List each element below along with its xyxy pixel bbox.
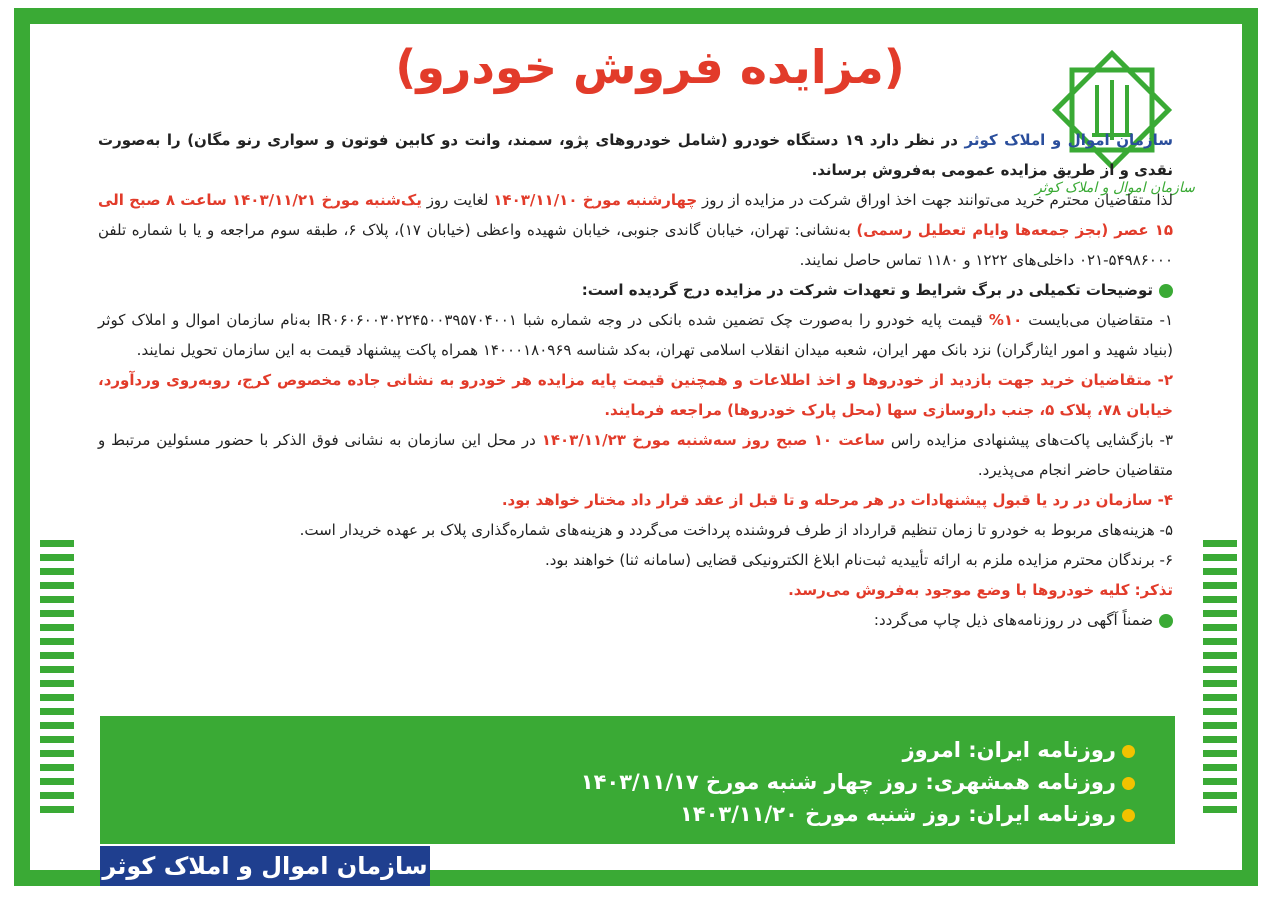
newspaper-item [100,734,1135,766]
right-stripes [1203,540,1237,820]
intro-paragraph [98,125,1173,185]
para1-text-a: لذا متقاضیان محترم خرید می‌توانند جهت اخذ اوراق شرکت در مزایده از روز [697,191,1173,209]
bullet-icon [1159,284,1173,298]
para1-address: به‌نشانی: تهران، خیابان گاندی جنوبی، خیابان شهیده واعظی (خیابان ۱۷)، پلاک ۶، طبقه سوم مراجعه و یا با شماره تلفن ۵۴۹۸۶۰۰۰-۰۲۱ داخلی‌های ۱۲۲۲ و ۱۱۸۰ تماس حاصل نمایند. [98,221,1173,269]
newspaper-text: روزنامه ایران: روز شنبه مورخ ۱۴۰۳/۱۱/۲۰ [679,802,1116,826]
newspapers-list [100,716,1175,830]
item3-text-a: ۳- بازگشایی پاکت‌های پیشنهادی مزایده راس [884,431,1173,449]
item-3 [98,425,1173,485]
newspaper-item [100,766,1135,798]
bullet-icon [1159,614,1173,628]
newspaper-text: روزنامه همشهری: روز چهار شنبه مورخ ۱۴۰۳/۱۱/۱۷ [580,770,1116,794]
newspapers-intro [98,605,1173,635]
item-6: ۶- برندگان محترم مزایده ملزم به ارائه تأییدیه ثبت‌نام ابلاغ الکترونیکی قضایی (سامانه ثنا) خواهند بود. [544,551,1173,569]
paragraph-1 [98,185,1173,275]
item-4: ۴- سازمان در رد یا قبول پیشنهادات در هر مرحله و تا قبل از عقد قرار داد مختار خواهد بود. [501,491,1173,509]
left-stripes [40,540,74,820]
item3-text-c: در محل این سازمان به نشانی فوق الذکر با حضور مسئولین مرتبط و متقاضیان حاضر انجام می‌پذیرد. [98,431,1173,479]
newspaper-item [100,798,1135,830]
newspapers-intro-text: ضمناً آگهی در روزنامه‌های ذیل چاپ می‌گردد: [873,611,1153,629]
newspapers-box [100,716,1175,844]
item1-text-a: ۱- متقاضیان می‌بایست [1022,311,1173,329]
bullet-icon [1122,777,1135,790]
bullet-icon [1122,745,1135,758]
footer-org-banner: سازمان اموال و املاک کوثر [100,846,430,886]
item1-text-c: قیمت پایه خودرو را به‌صورت چک تضمین شده بانکی در وجه شماره شبا IR۰۶۰۶۰۰۳۰۲۲۴۵۰۰۳۹۵۷۰۴۰۰۱ به‌نام سازمان اموال و املاک کوثر (بنیاد شهید و امور ایثارگران) نزد بانک مهر ایران، شعبه میدان انقلاب اسلامی تهران، به‌کد شناسه ۱۴۰۰۰۱۸۰۹۶۹ همراه پاکت پیشنهاد قیمت به این سازمان تحویل نمایند. [98,311,1173,359]
newspaper-text: روزنامه ایران: امروز [902,738,1116,762]
para1-date-start: چهارشنبه مورخ ۱۴۰۳/۱۱/۱۰ [493,191,698,209]
section-heading [98,275,1173,305]
item-5: ۵- هزینه‌های مربوط به خودرو تا زمان تنظیم قرارداد از طرف فروشنده پرداخت می‌گردد و هزینه‌های شماره‌گذاری پلاک بر عهده خریدار است. [299,521,1173,539]
intro-text: در نظر دارد ۱۹ دستگاه خودرو (شامل خودروهای پژو، سمند، وانت دو کابین فوتون و سواری رنو مگان) را به‌صورت نقدی و از طریق مزایده عمومی به‌فروش برساند. [98,131,1173,179]
ad-body [98,125,1173,635]
logo-caption: سازمان اموال و املاک کوثر [1035,180,1195,196]
section-heading-text: توضیحات تکمیلی در برگ شرایط و تعهدات شرکت در مزایده درج گردیده است: [581,281,1153,299]
item-1 [98,305,1173,365]
bullet-icon [1122,809,1135,822]
para1-text-c: لغایت روز [421,191,494,209]
org-name: سازمان اموال و املاک کوثر [964,131,1173,149]
item3-date: ساعت ۱۰ صبح روز سه‌شنبه مورخ ۱۴۰۳/۱۱/۲۳ [541,431,885,449]
note: تذکر: کلیه خودروها با وضع موجود به‌فروش می‌رسد. [788,581,1173,599]
item-2: ۲- متقاضیان خرید جهت بازدید از خودروها و اخذ اطلاعات و همچنین قیمت پایه مزایده هر خودرو به نشانی جاده مخصوص کرج، روبه‌روی ورد‌آورد، خیابان ۷۸، پلاک ۵، جنب داروسازی سها (محل پارک خودروها) مراجعه فرمایند. [98,371,1173,419]
item1-percent: ۱۰% [988,311,1023,329]
para1-date-end: یک‌شنبه مورخ ۱۴۰۳/۱۱/۲۱ ساعت ۸ صبح الی ۱۵ عصر (بجز جمعه‌ها وایام تعطیل رسمی) [98,191,1173,239]
ad-title: (مزایده فروش خودرو) [395,40,905,94]
